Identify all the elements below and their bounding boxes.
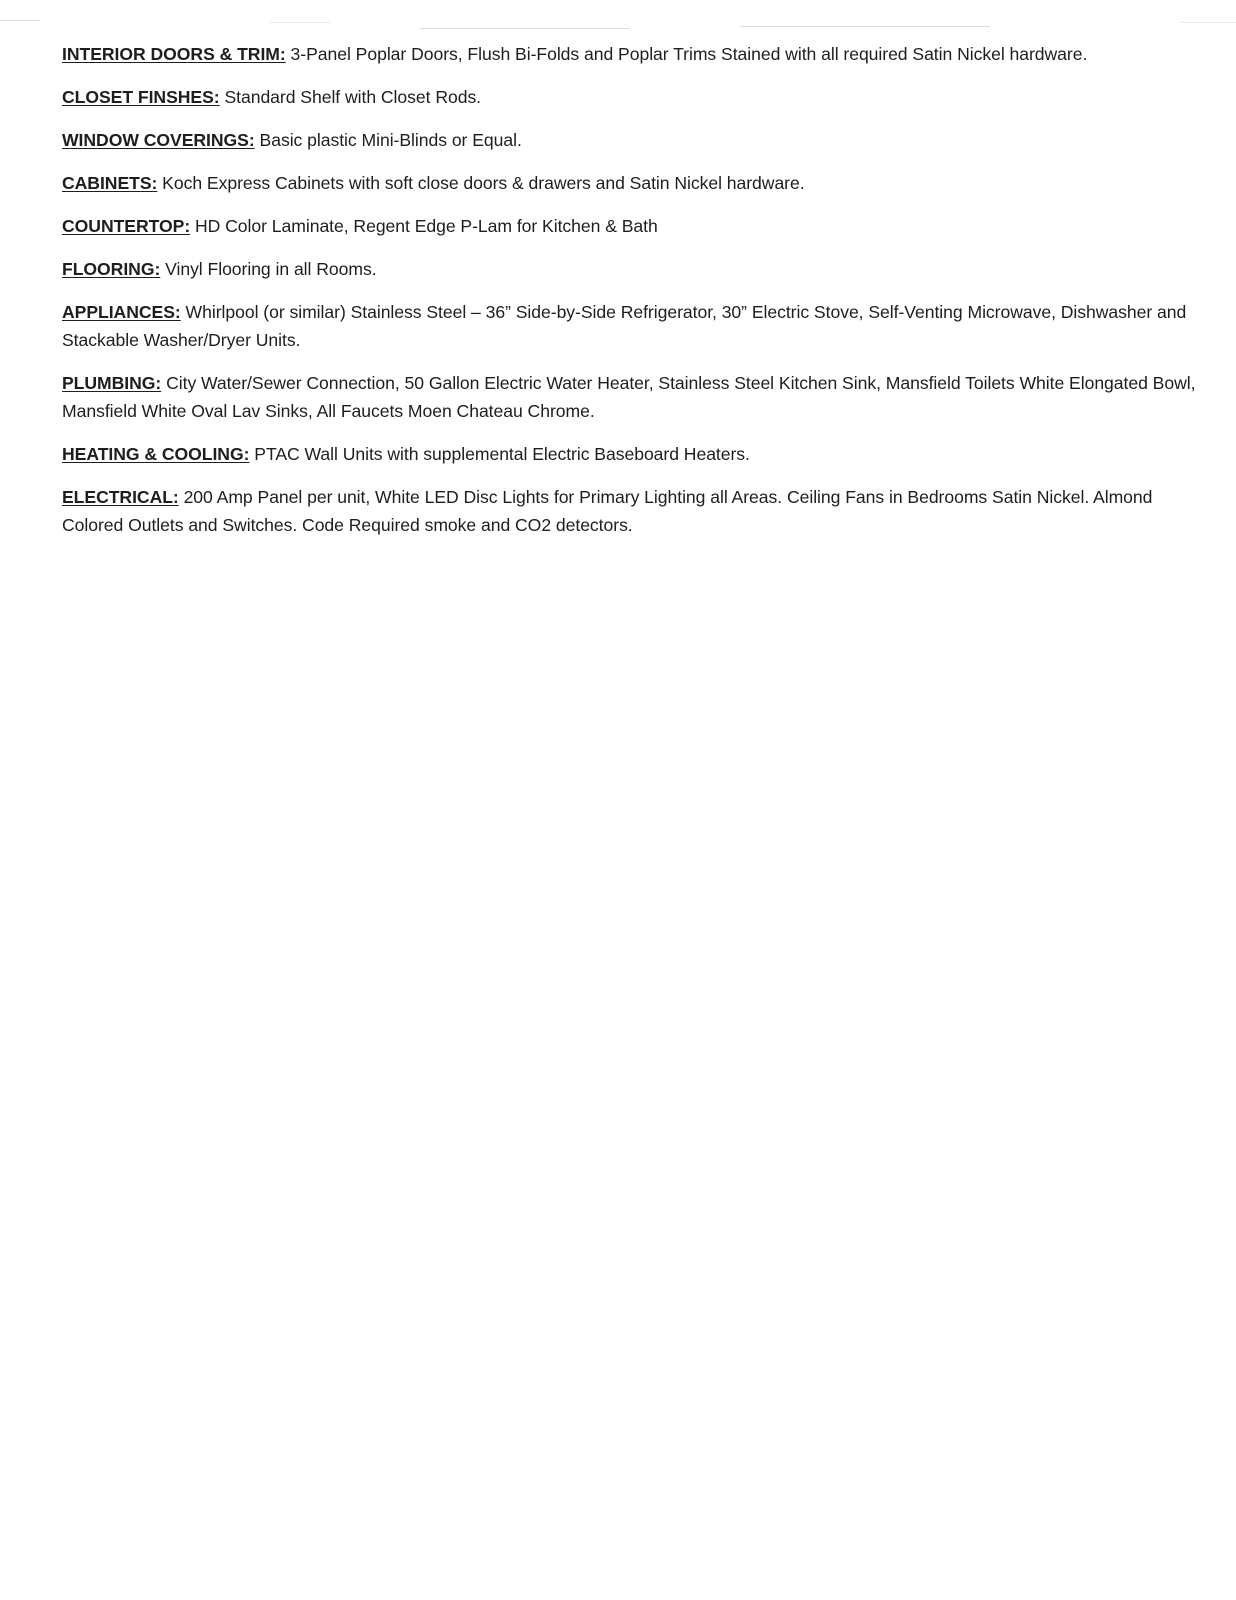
scan-artifact	[740, 26, 990, 27]
spec-closet-finishes	[62, 83, 1202, 111]
spec-label: COUNTERTOP:	[62, 216, 191, 236]
scan-artifact	[0, 20, 40, 21]
spec-electrical	[62, 483, 1202, 539]
spec-text: HD Color Laminate, Regent Edge P-Lam for Kitchen & Bath	[190, 216, 658, 236]
spec-text: 200 Amp Panel per unit, White LED Disc Lights for Primary Lighting all Areas. Ceiling Fans in Bedrooms Satin Nickel. Almond Colored Outlets and Switches. Code Required smoke and CO2 detectors.	[62, 487, 1153, 535]
spec-text: Standard Shelf with Closet Rods.	[219, 87, 482, 107]
spec-label: FLOORING:	[62, 259, 161, 279]
spec-text: Vinyl Flooring in all Rooms.	[160, 259, 377, 279]
spec-label: APPLIANCES:	[62, 302, 181, 322]
spec-plumbing	[62, 369, 1202, 425]
spec-appliances	[62, 298, 1202, 354]
spec-label: CLOSET FINSHES:	[62, 87, 220, 107]
spec-label: CABINETS:	[62, 173, 158, 193]
spec-text: 3-Panel Poplar Doors, Flush Bi-Folds and Poplar Trims Stained with all required Satin Nickel hardware.	[285, 44, 1088, 64]
spec-interior-doors-trim	[62, 40, 1202, 68]
spec-countertop	[62, 212, 1202, 240]
spec-label: ELECTRICAL:	[62, 487, 179, 507]
scan-artifact	[1180, 22, 1236, 23]
spec-text: Koch Express Cabinets with soft close doors & drawers and Satin Nickel hardware.	[157, 173, 805, 193]
spec-text: Whirlpool (or similar) Stainless Steel – 36” Side-by-Side Refrigerator, 30” Electric Stove, Self-Venting Microwave, Dishwasher and Stackable Washer/Dryer Units.	[62, 302, 1187, 350]
specification-list	[62, 40, 1202, 554]
spec-text: PTAC Wall Units with supplemental Electric Baseboard Heaters.	[249, 444, 750, 464]
spec-label: HEATING & COOLING:	[62, 444, 250, 464]
spec-window-coverings	[62, 126, 1202, 154]
spec-label: WINDOW COVERINGS:	[62, 130, 255, 150]
spec-text: City Water/Sewer Connection, 50 Gallon Electric Water Heater, Stainless Steel Kitchen Sink, Mansfield Toilets White Elongated Bowl, Mansfield White Oval Lav Sinks, All Faucets Moen Chateau Chrome.	[62, 373, 1196, 421]
scan-artifact	[420, 28, 630, 29]
scan-artifact	[270, 22, 330, 23]
spec-heating-cooling	[62, 440, 1202, 468]
spec-cabinets	[62, 169, 1202, 197]
spec-label: INTERIOR DOORS & TRIM:	[62, 44, 286, 64]
spec-flooring	[62, 255, 1202, 283]
spec-label: PLUMBING:	[62, 373, 162, 393]
spec-text: Basic plastic Mini-Blinds or Equal.	[254, 130, 522, 150]
